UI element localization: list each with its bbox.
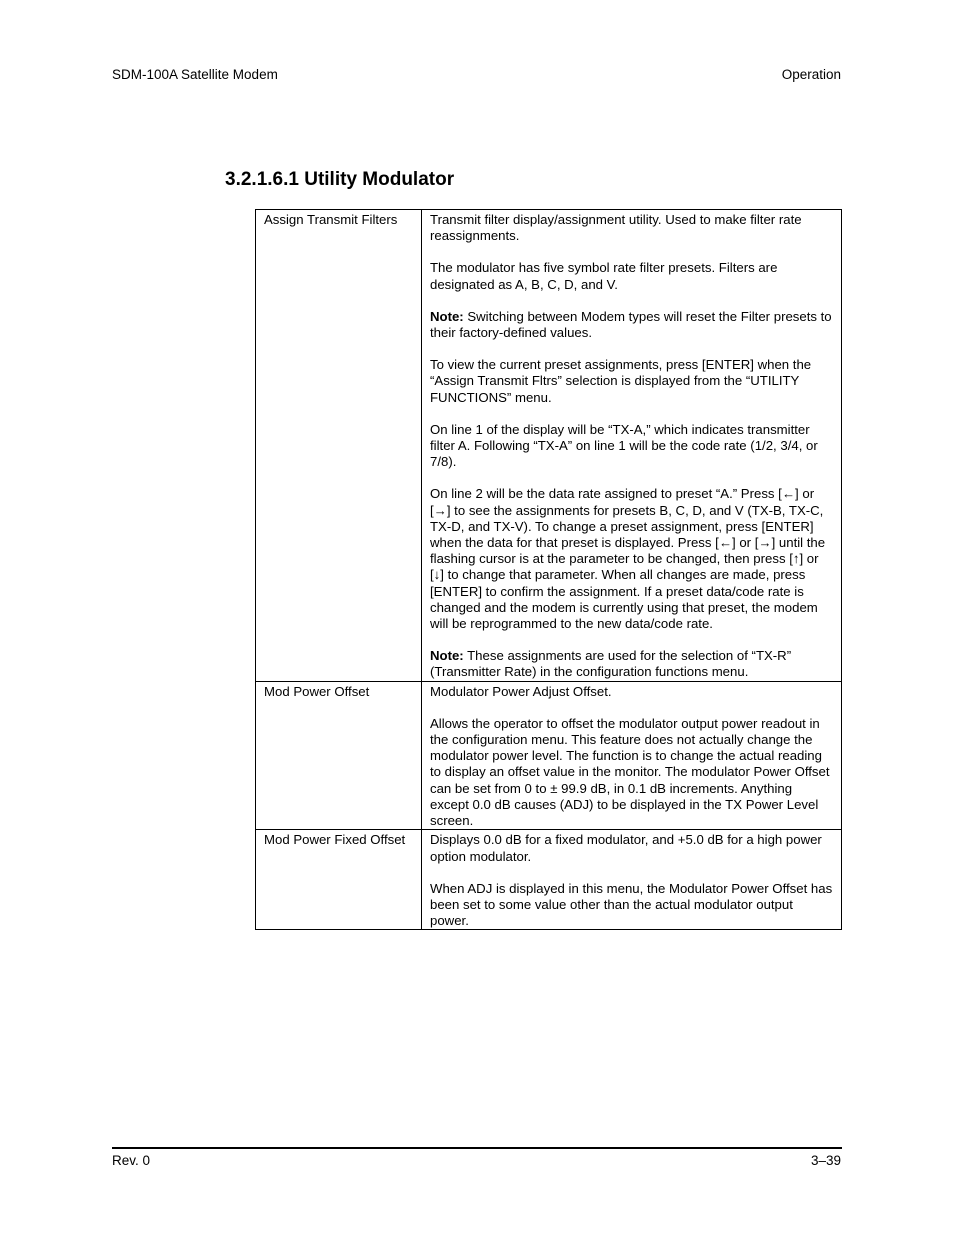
description-paragraph (430, 881, 833, 930)
paragraph-text: On line 1 of the display will be “TX-A,” which indicates transmitter filter A. Following “TX-A” on line 1 will be the code rate (1/2, 3/4, or 7/8). (430, 421, 818, 470)
description-paragraph (430, 212, 833, 244)
footer-revision: Rev. 0 (112, 1153, 151, 1168)
paragraph-text: When ADJ is displayed in this menu, the Modulator Power Offset has been set to some value other than the actual modulator output power. (430, 880, 833, 929)
paragraph-text: The modulator has five symbol rate filter presets. Filters are designated as A, B, C, D, and V. (430, 260, 778, 292)
description-paragraph (430, 357, 833, 406)
description-paragraph (430, 486, 833, 632)
utility-modulator-table (255, 209, 842, 930)
description-paragraph (430, 832, 833, 864)
note-label: Note: (430, 648, 464, 664)
paragraph-text: Displays 0.0 dB for a fixed modulator, and +5.0 dB for a high power option modulator. (430, 832, 822, 864)
footer-divider (112, 1147, 842, 1149)
description-paragraph (430, 309, 833, 341)
paragraph-text: Switching between Modem types will reset the Filter presets to their factory-defined values. (430, 308, 832, 341)
description-paragraph (430, 648, 833, 680)
function-description (422, 210, 842, 682)
section-title: 3.2.1.6.1 Utility Modulator (225, 169, 455, 190)
paragraph-text: Transmit filter display/assignment utility. Used to make filter rate reassignments. (430, 212, 802, 244)
paragraph-text: Allows the operator to offset the modulator output power readout in the configuration menu. This feature does not actually change the modulator power level. The function is to change the actual reading to display an offset value in the monitor. The modulator Power Offset can be set from 0 to ± 99.9 dB, in 0.1 dB increments. Anything except 0.0 dB causes (ADJ) to be displayed in the TX Power Level screen. (430, 715, 830, 829)
function-description (422, 830, 842, 930)
description-paragraph (430, 422, 833, 471)
function-name: Mod Power Fixed Offset (256, 830, 422, 930)
table-row (256, 210, 842, 682)
footer-page-number: 3–39 (810, 1153, 841, 1168)
header-doc-title: SDM-100A Satellite Modem (112, 67, 278, 82)
table-row (256, 681, 842, 830)
paragraph-text: On line 2 will be the data rate assigned to preset “A.” Press [←] or [→] to see the assignments for presets B, C, D, and V (TX-B, TX-C, TX-D, and TX-V). To change a preset assignment, press [ENTER] when the data for that preset is displayed. Press [←] or [→] until the flashing cursor is at the parameter to be changed, then press [↑] or [↓] to change that parameter. When all changes are made, press [ENTER] to confirm the assignment. If a preset data/code rate is changed and the modem is currently using that preset, the modem will be reprogrammed to the new data/code rate. (430, 486, 826, 632)
description-paragraph (430, 260, 833, 292)
paragraph-text: Modulator Power Adjust Offset. (430, 683, 612, 699)
table-row (256, 830, 842, 930)
function-description (422, 681, 842, 830)
paragraph-text: These assignments are used for the selection of “TX-R” (Transmitter Rate) in the configuration functions menu. (430, 648, 792, 680)
header-chapter: Operation (781, 67, 841, 82)
description-paragraph (430, 716, 833, 829)
note-label: Note: (430, 308, 464, 324)
function-name: Mod Power Offset (256, 681, 422, 830)
function-name: Assign Transmit Filters (256, 210, 422, 682)
description-paragraph (430, 684, 833, 700)
paragraph-text: To view the current preset assignments, press [ENTER] when the “Assign Transmit Fltrs” selection is displayed from the “UTILITY FUNCTIONS” menu. (430, 357, 812, 405)
